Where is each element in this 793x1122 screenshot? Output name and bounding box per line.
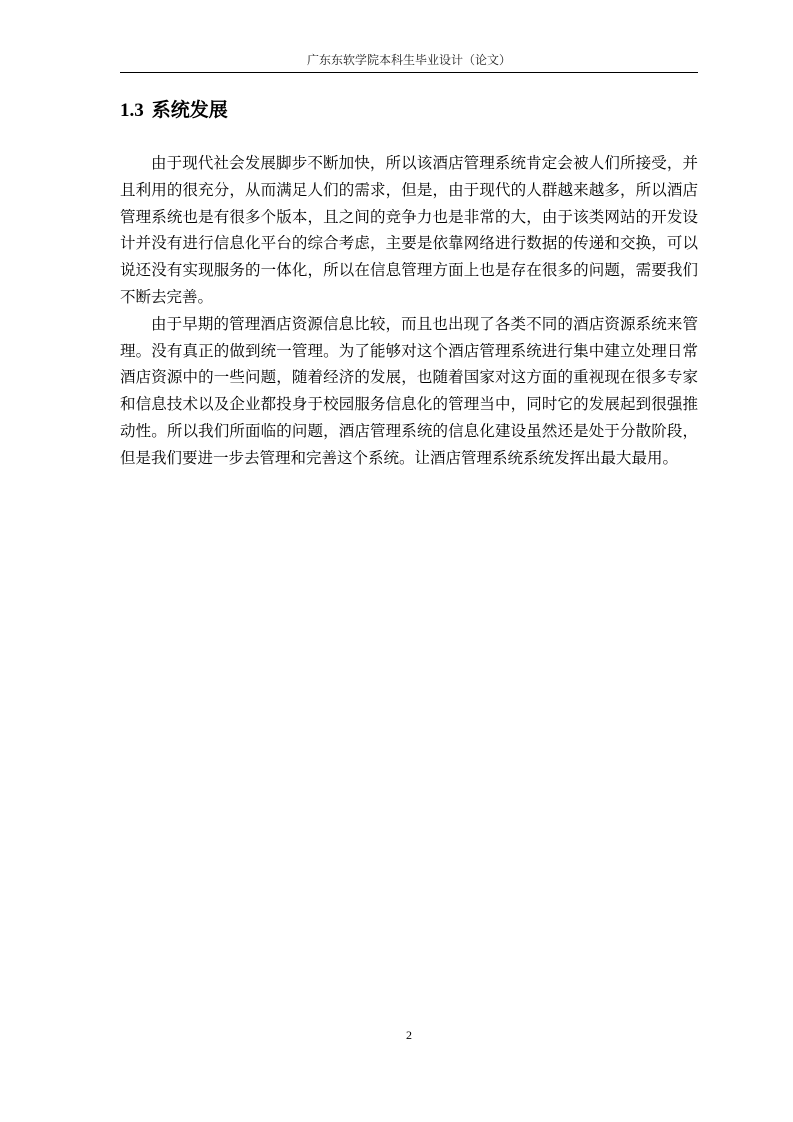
page-header: 广东东软学院本科生毕业设计（论文） (306, 53, 511, 67)
paragraph-2: 由于早期的管理酒店资源信息比较，而且也出现了各类不同的酒店资源系统来管理。没有真正的做到统一管理。为了能够对这个酒店管理系统进行集中建立处理日常酒店资源中的一些问题，随着经济的发展，也随着国家对这方面的重视现在很多专家和信息技术以及企业都投身于校园服务信息化的管理当中，同时它的发展起到很强推动性。所以我们所面临的问题，酒店管理系统的信息化建设虽然还是处于分散阶段，但是我们要进一步去管理和完善这个系统。让酒店管理系统系统发挥出最大最用。 (120, 314, 698, 467)
paragraph-1: 由于现代社会发展脚步不断加快，所以该酒店管理系统肯定会被人们所接受，并且利用的很充分，从而满足人们的需求，但是，由于现代的人群越来越多，所以酒店管理系统也是有很多个版本，且之间的竞争力也是非常的大，由于该类网站的开发设计并没有进行信息化平台的综合考虑，主要是依靠网络进行数据的传递和交换，可以说还没有实现服务的一体化，所以在信息管理方面上也是存在很多的问题，需要我们不断去完善。 (120, 154, 698, 306)
page-number: 2 (406, 1028, 412, 1042)
section-number: 1.3 (120, 100, 144, 121)
section-heading (120, 97, 698, 124)
header-rule (120, 72, 698, 73)
section-title: 系统发展 (151, 99, 228, 121)
body-text (120, 150, 698, 472)
